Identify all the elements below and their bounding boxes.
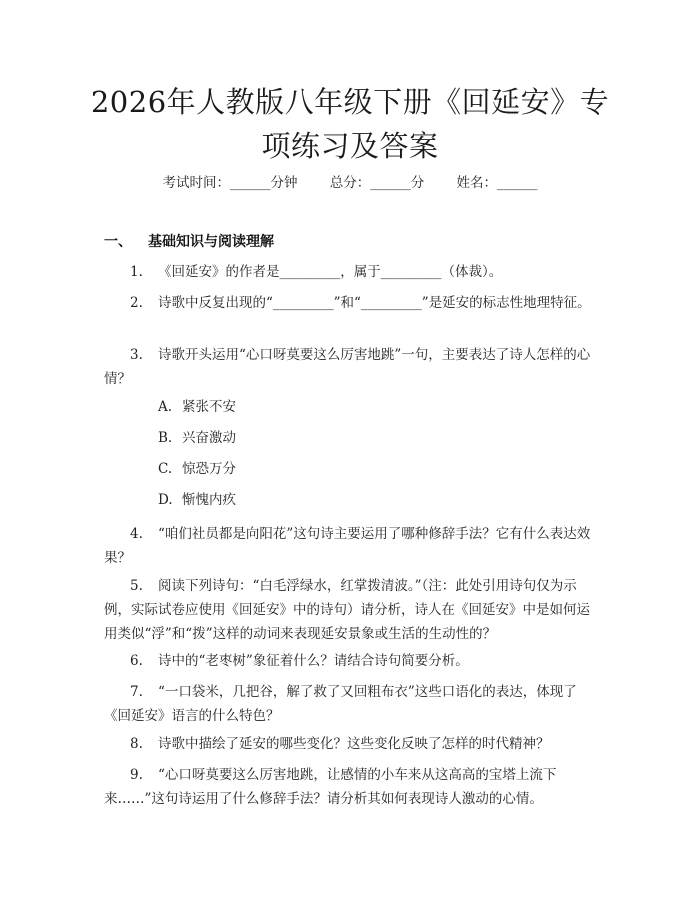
- question-9: [104, 763, 600, 811]
- option-text: 惊恐万分: [182, 461, 236, 477]
- question-4: [104, 522, 600, 570]
- question-5: [104, 574, 600, 646]
- question-7: [104, 680, 600, 728]
- option-d: [158, 490, 236, 510]
- section-heading: [104, 231, 274, 251]
- exam-meta: [0, 171, 700, 191]
- question-6: [104, 649, 600, 673]
- question-text: “心口呀莫要这么厉害地跳，让感情的小车来从这高高的宝塔上流下来……”这句诗运用了什么修辞手法？请分析其如何表现诗人激动的心情。: [104, 767, 557, 807]
- question-number: 4.: [130, 526, 143, 542]
- exam-total-score: 总分：______分: [329, 175, 425, 191]
- option-a: [158, 397, 236, 417]
- question-1: [104, 260, 600, 284]
- option-letter: C.: [158, 461, 173, 477]
- option-letter: A.: [158, 399, 173, 415]
- question-3: [104, 343, 600, 391]
- question-text: “咱们社员都是向阳花”这句诗主要运用了哪种修辞手法？它有什么表达效果？: [104, 526, 591, 566]
- question-number: 2.: [130, 295, 143, 311]
- question-number: 8.: [130, 736, 143, 752]
- student-name: 姓名：______: [456, 175, 538, 191]
- option-c: [158, 459, 236, 479]
- question-2: [104, 291, 600, 315]
- option-letter: D.: [158, 492, 173, 508]
- question-number: 3.: [130, 347, 143, 363]
- section-number: 一、: [104, 234, 132, 250]
- question-number: 5.: [130, 578, 143, 594]
- option-text: 紧张不安: [182, 399, 236, 415]
- section-title: 基础知识与阅读理解: [148, 234, 274, 250]
- question-text: “一口袋米，几把谷，解了救了又回粗布衣”这些口语化的表达，体现了《回延安》语言的什么特色？: [104, 684, 577, 724]
- question-text: 诗歌开头运用“心口呀莫要这么厉害地跳”一句，主要表达了诗人怎样的心情？: [104, 347, 591, 387]
- question-text: 阅读下列诗句：“白毛浮绿水，红掌拨清波。”（注：此处引用诗句仅为示例，实际试卷应使用《回延安》中的诗句）请分析，诗人在《回延安》中是如何运用类似“浮”和“拨”这样的动词来表现延安景象或生活的生动性的？: [104, 578, 590, 642]
- document-title: 2026年人教版八年级下册《回延安》专项练习及答案: [90, 85, 610, 163]
- option-b: [158, 428, 236, 448]
- question-text: 诗歌中反复出现的“_________”和“_________”是延安的标志性地理特征。: [158, 295, 591, 311]
- question-text: 诗歌中描绘了延安的哪些变化？这些变化反映了怎样的时代精神？: [158, 736, 550, 752]
- exam-time: 考试时间：______分钟: [162, 175, 298, 191]
- option-text: 惭愧内疚: [182, 492, 236, 508]
- question-number: 7.: [130, 684, 143, 700]
- question-text: 诗中的“老枣树”象征着什么？请结合诗句简要分析。: [158, 653, 469, 669]
- question-number: 9.: [130, 767, 143, 783]
- option-text: 兴奋激动: [182, 430, 236, 446]
- question-number: 6.: [130, 653, 143, 669]
- option-letter: B.: [158, 430, 173, 446]
- question-8: [104, 732, 600, 756]
- question-text: 《回延安》的作者是_________，属于_________（体裁）。: [158, 264, 503, 280]
- question-number: 1.: [130, 264, 143, 280]
